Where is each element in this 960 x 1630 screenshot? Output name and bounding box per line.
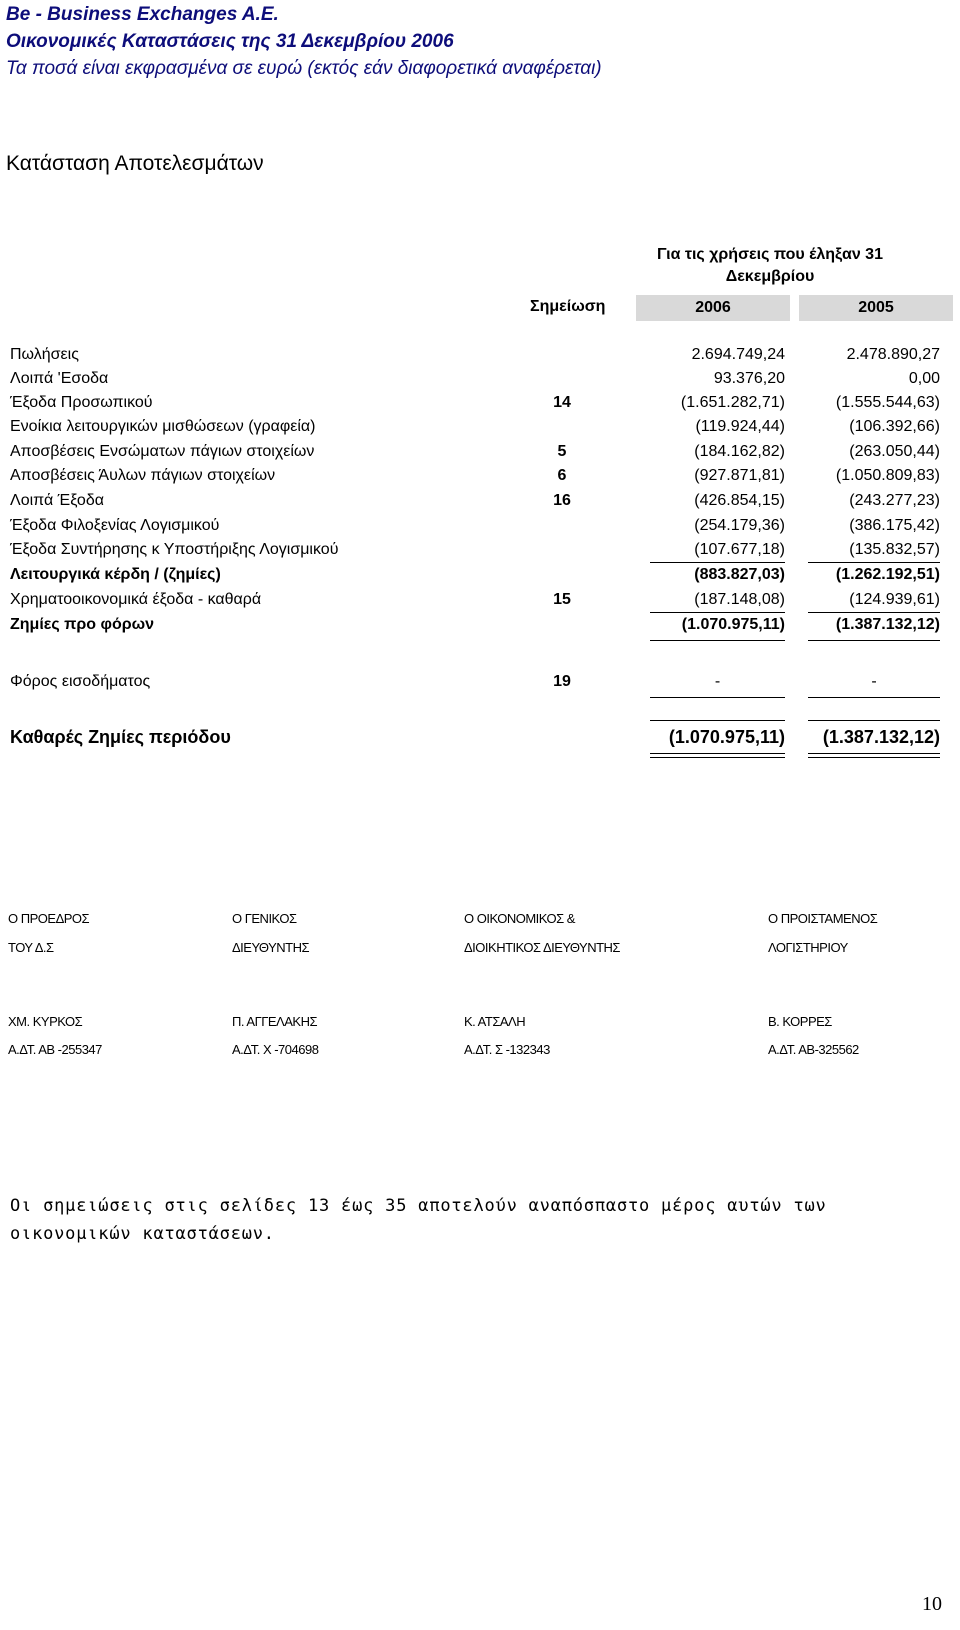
value-2006: (184.162,82) xyxy=(694,443,785,460)
value-2006: (187.148,08) xyxy=(694,591,785,608)
year-2005-header: 2005 xyxy=(799,295,953,321)
signatory-role: ΔΙΕΥΘΥΝΤΗΣ xyxy=(232,940,310,955)
value-2005: (106.392,66) xyxy=(849,418,940,435)
table-row xyxy=(0,467,960,491)
value-2006: (1.070.975,11) xyxy=(668,727,785,747)
table-row-subtotal xyxy=(0,616,960,640)
subtotal-rule xyxy=(650,612,785,613)
page-title: Κατάσταση Αποτελεσμάτων xyxy=(6,152,264,175)
table-row xyxy=(0,492,960,516)
value-2005: - xyxy=(871,673,877,690)
row-note: 6 xyxy=(557,467,567,484)
value-2006: (254.179,36) xyxy=(694,517,785,534)
row-label: Ζημίες προ φόρων xyxy=(10,616,155,633)
value-2005: (1.387.132,12) xyxy=(822,727,940,747)
value-2006: 93.376,20 xyxy=(713,370,785,387)
value-2005: (124.939,61) xyxy=(849,591,940,608)
row-label: Φόρος εισοδήματος xyxy=(10,673,151,690)
subtotal-rule xyxy=(650,640,785,641)
signatory-role: Ο ΠΡΟΕΔΡΟΣ xyxy=(8,911,90,926)
value-2006: - xyxy=(714,673,721,690)
value-2005: 0,00 xyxy=(908,370,940,387)
period-header: Για τις χρήσεις που έληξαν 31 Δεκεμβρίου xyxy=(657,246,883,285)
footnote: Οι σημειώσεις στις σελίδες 13 έως 35 αποτελούν αναπόσπαστο μέρος αυτών των οικονομικών καταστάσεων. xyxy=(10,1196,827,1244)
company-name: Be - Business Exchanges A.E. xyxy=(6,4,279,25)
value-2005: (1.387.132,12) xyxy=(835,616,940,633)
signatory-name: ΧΜ. ΚΥΡΚΟΣ xyxy=(8,1014,83,1029)
subtotal-rule xyxy=(808,562,940,563)
currency-note: Τα ποσά είναι εκφρασμένα σε ευρώ (εκτός εάν διαφορετικά αναφέρεται) xyxy=(6,58,602,79)
value-2005: (1.555.544,63) xyxy=(835,394,940,411)
value-2006: (426.854,15) xyxy=(694,492,785,509)
value-2005: (1.050.809,83) xyxy=(835,467,940,484)
subtotal-rule xyxy=(650,562,785,563)
double-rule xyxy=(808,753,940,758)
row-label: Καθαρές Ζημίες περιόδου xyxy=(10,727,231,747)
row-label: Αποσβέσεις Άυλων πάγιων στοιχείων xyxy=(10,467,276,484)
page-number: 10 xyxy=(922,1593,942,1615)
statements-title: Οικονομικές Καταστάσεις της 31 Δεκεμβρίου 2006 xyxy=(6,31,454,52)
row-label: Έξοδα Προσωπικού xyxy=(10,394,153,411)
signatory-id: Α.ΔΤ. ΑΒ -255347 xyxy=(8,1042,102,1057)
value-2005: (243.277,23) xyxy=(849,492,940,509)
row-note: 16 xyxy=(553,492,571,509)
table-row-net xyxy=(0,727,960,751)
row-label: Χρηματοοικονομικά έξοδα - καθαρά xyxy=(10,591,262,608)
value-2005: (1.262.192,51) xyxy=(835,566,940,583)
signatory-id: Α.ΔΤ. Χ -704698 xyxy=(232,1042,319,1057)
subtotal-rule xyxy=(808,640,940,641)
signatory-id: Α.ΔΤ. Σ -132343 xyxy=(464,1042,550,1057)
table-row xyxy=(0,443,960,467)
signatory-role: ΔΙΟΙΚΗΤΙΚΟΣ ΔΙΕΥΘΥΝΤΗΣ xyxy=(464,940,620,955)
signatory-role: Ο ΠΡΟΙΣΤΑΜΕΝΟΣ xyxy=(768,911,878,926)
row-note: 19 xyxy=(553,673,571,690)
row-note: 15 xyxy=(553,591,571,608)
row-label: Λοιπά 'Εσοδα xyxy=(10,370,109,387)
row-note: 14 xyxy=(553,394,571,411)
total-rule xyxy=(808,720,940,721)
value-2006: (927.871,81) xyxy=(694,467,785,484)
row-label: Έξοδα Συντήρησης κ Υποστήριξης Λογισμικού xyxy=(10,541,339,558)
total-rule xyxy=(650,720,785,721)
signatory-role: Ο ΓΕΝΙΚΟΣ xyxy=(232,911,297,926)
signatory-role: Ο ΟΙΚΟΝΟΜΙΚΟΣ & xyxy=(464,911,575,926)
value-2006: 2.694.749,24 xyxy=(691,346,785,363)
value-2006: (1.651.282,71) xyxy=(680,394,785,411)
note-header: Σημείωση xyxy=(530,298,606,315)
signatory-name: Κ. ΑΤΣΑΛΗ xyxy=(464,1014,526,1029)
row-label: Πωλήσεις xyxy=(10,346,79,363)
table-row xyxy=(0,418,960,442)
value-2006: (883.827,03) xyxy=(694,566,785,583)
value-2006: (119.924,44) xyxy=(695,418,785,435)
row-label: Έξοδα Φιλοξενίας Λογισμικού xyxy=(10,517,220,534)
tax-rule xyxy=(650,697,785,698)
year-2006-header: 2006 xyxy=(636,295,790,321)
row-note: 5 xyxy=(557,443,567,460)
signatory-role: ΤΟΥ Δ.Σ xyxy=(8,940,54,955)
tax-rule xyxy=(808,697,940,698)
table-row-tax xyxy=(0,673,960,697)
signatory-name: Π. ΑΓΓΕΛΑΚΗΣ xyxy=(232,1014,318,1029)
signatory-id: Α.ΔΤ. ΑΒ-325562 xyxy=(768,1042,859,1057)
row-label: Λοιπά Έξοδα xyxy=(10,492,104,509)
table-row xyxy=(0,346,960,370)
row-label: Λειτουργικά κέρδη / (ζημίες) xyxy=(10,566,221,583)
table-row xyxy=(0,370,960,394)
value-2005: 2.478.890,27 xyxy=(846,346,940,363)
row-label: Αποσβέσεις Ενσώματων πάγιων στοιχείων xyxy=(10,443,315,460)
row-label: Ενοίκια λειτουργικών μισθώσεων (γραφεία) xyxy=(10,418,316,435)
double-rule xyxy=(650,753,785,758)
value-2005: (386.175,42) xyxy=(849,517,940,534)
subtotal-rule xyxy=(808,612,940,613)
value-2005: (135.832,57) xyxy=(849,541,940,558)
table-row xyxy=(0,394,960,418)
table-row-subtotal xyxy=(0,566,960,590)
value-2005: (263.050,44) xyxy=(849,443,940,460)
signatory-name: Β. ΚΟΡΡΕΣ xyxy=(768,1014,832,1029)
value-2006: (1.070.975,11) xyxy=(681,616,785,633)
table-row xyxy=(0,517,960,541)
signatory-role: ΛΟΓΙΣΤΗΡΙΟΥ xyxy=(768,940,848,955)
value-2006: (107.677,18) xyxy=(694,541,785,558)
